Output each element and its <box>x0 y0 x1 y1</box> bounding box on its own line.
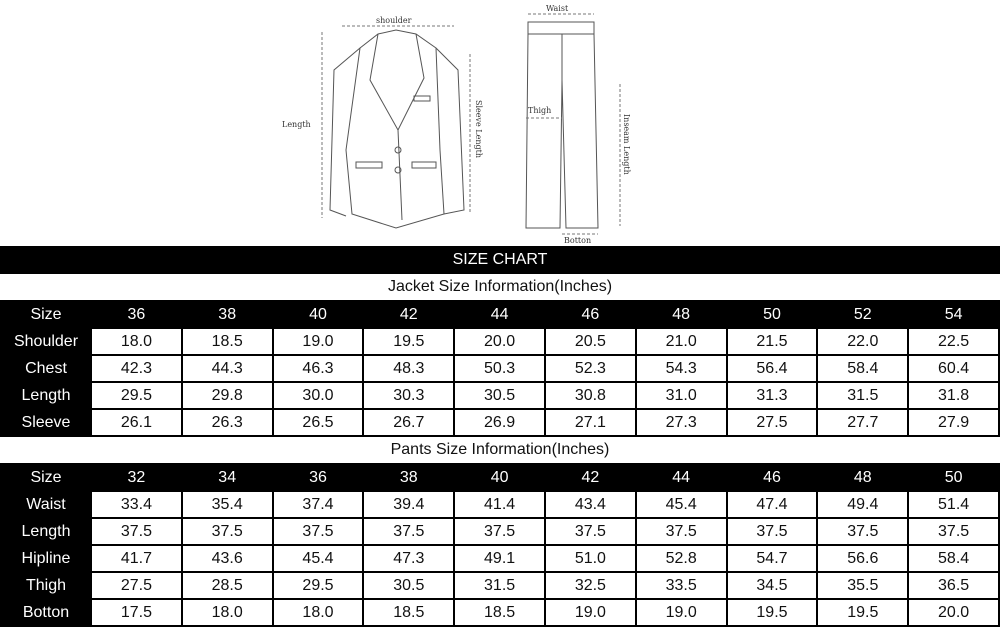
table-cell: 19.5 <box>727 599 818 626</box>
table-cell: 48.3 <box>363 355 454 382</box>
length-label: Length <box>282 120 311 129</box>
row-label: Hipline <box>1 545 91 572</box>
table-cell: 21.5 <box>727 328 818 355</box>
jacket-size-label: Size <box>1 301 91 328</box>
table-cell: 31.5 <box>817 382 908 409</box>
pants-size-32: 32 <box>91 464 182 491</box>
table-cell: 29.5 <box>91 382 182 409</box>
table-cell: 29.8 <box>182 382 273 409</box>
table-cell: 27.7 <box>817 409 908 436</box>
pants-size-40: 40 <box>454 464 545 491</box>
jacket-sleeve-right <box>436 48 464 214</box>
table-cell: 43.6 <box>182 545 273 572</box>
jacket-size-54: 54 <box>908 301 999 328</box>
waist-label: Waist <box>546 4 569 13</box>
bottom-label: Botton <box>564 236 592 245</box>
jacket-row-sleeve <box>1 409 999 436</box>
table-cell: 30.3 <box>363 382 454 409</box>
pants-row-thigh <box>1 572 999 599</box>
row-label: Length <box>1 382 91 409</box>
pants-size-label: Size <box>1 464 91 491</box>
table-cell: 42.3 <box>91 355 182 382</box>
jacket-size-42: 42 <box>363 301 454 328</box>
table-cell: 28.5 <box>182 572 273 599</box>
table-cell: 37.5 <box>454 518 545 545</box>
table-cell: 37.5 <box>545 518 636 545</box>
jacket-button-top <box>395 147 401 153</box>
jacket-size-52: 52 <box>817 301 908 328</box>
jacket-row-chest <box>1 355 999 382</box>
jacket-row-shoulder <box>1 328 999 355</box>
jacket-heading: Jacket Size Information(Inches) <box>387 278 613 295</box>
table-cell: 18.0 <box>91 328 182 355</box>
jacket-size-row <box>1 301 999 328</box>
pants-size-44: 44 <box>636 464 727 491</box>
table-cell: 18.5 <box>363 599 454 626</box>
pants-waistband <box>528 22 594 34</box>
table-cell: 51.4 <box>908 491 999 518</box>
table-cell: 31.3 <box>727 382 818 409</box>
table-cell: 56.4 <box>727 355 818 382</box>
table-cell: 49.4 <box>817 491 908 518</box>
pants-size-42: 42 <box>545 464 636 491</box>
pants-size-row <box>1 464 999 491</box>
table-cell: 22.0 <box>817 328 908 355</box>
table-cell: 20.0 <box>454 328 545 355</box>
jacket-size-36: 36 <box>91 301 182 328</box>
table-cell: 31.0 <box>636 382 727 409</box>
table-cell: 26.1 <box>91 409 182 436</box>
table-cell: 37.5 <box>91 518 182 545</box>
size-chart-title: SIZE CHART <box>0 246 1000 274</box>
table-cell: 30.8 <box>545 382 636 409</box>
jacket-sleeve-left <box>330 48 360 216</box>
table-cell: 30.5 <box>454 382 545 409</box>
shoulder-label: shoulder <box>376 16 412 25</box>
pants-row-length <box>1 518 999 545</box>
table-cell: 34.5 <box>727 572 818 599</box>
inseam-length-label: Inseam Length <box>622 114 631 175</box>
jacket-size-38: 38 <box>182 301 273 328</box>
table-cell: 45.4 <box>273 545 364 572</box>
table-cell: 32.5 <box>545 572 636 599</box>
table-cell: 50.3 <box>454 355 545 382</box>
table-cell: 18.0 <box>182 599 273 626</box>
table-cell: 47.3 <box>363 545 454 572</box>
table-cell: 37.5 <box>636 518 727 545</box>
table-cell: 30.0 <box>273 382 364 409</box>
table-cell: 33.5 <box>636 572 727 599</box>
table-cell: 36.5 <box>908 572 999 599</box>
pants-size-48: 48 <box>817 464 908 491</box>
pants-row-hipline <box>1 545 999 572</box>
jacket-size-44: 44 <box>454 301 545 328</box>
jacket-lapel-right <box>398 34 424 130</box>
jacket-size-40: 40 <box>273 301 364 328</box>
table-cell: 18.5 <box>182 328 273 355</box>
jacket-pocket-left <box>356 162 382 168</box>
jacket-lapel-left <box>370 34 402 220</box>
pants-size-36: 36 <box>273 464 364 491</box>
table-cell: 58.4 <box>817 355 908 382</box>
garment-illustration <box>0 0 1000 244</box>
table-cell: 56.6 <box>817 545 908 572</box>
table-cell: 20.5 <box>545 328 636 355</box>
table-cell: 58.4 <box>908 545 999 572</box>
jacket-outline <box>346 30 444 228</box>
row-label: Sleeve <box>1 409 91 436</box>
table-cell: 22.5 <box>908 328 999 355</box>
table-cell: 44.3 <box>182 355 273 382</box>
table-cell: 31.8 <box>908 382 999 409</box>
table-cell: 19.5 <box>363 328 454 355</box>
table-cell: 33.4 <box>91 491 182 518</box>
table-cell: 27.5 <box>727 409 818 436</box>
table-cell: 43.4 <box>545 491 636 518</box>
jacket-size-table <box>0 300 1000 437</box>
jacket-breast-pocket <box>414 96 430 101</box>
table-cell: 37.5 <box>727 518 818 545</box>
pants-row-bottom <box>1 599 999 626</box>
jacket-row-length <box>1 382 999 409</box>
pants-row-waist <box>1 491 999 518</box>
table-cell: 18.5 <box>454 599 545 626</box>
row-label: Length <box>1 518 91 545</box>
table-cell: 26.7 <box>363 409 454 436</box>
table-cell: 26.5 <box>273 409 364 436</box>
table-cell: 18.0 <box>273 599 364 626</box>
sleeve-length-label: Sleeve Length <box>474 100 483 158</box>
jacket-size-46: 46 <box>545 301 636 328</box>
pants-size-50: 50 <box>908 464 999 491</box>
table-cell: 27.5 <box>91 572 182 599</box>
pants-size-table <box>0 463 1000 627</box>
jacket-size-50: 50 <box>727 301 818 328</box>
table-cell: 27.3 <box>636 409 727 436</box>
table-cell: 54.7 <box>727 545 818 572</box>
row-label: Chest <box>1 355 91 382</box>
table-cell: 27.1 <box>545 409 636 436</box>
table-cell: 51.0 <box>545 545 636 572</box>
row-label: Waist <box>1 491 91 518</box>
table-cell: 29.5 <box>273 572 364 599</box>
jacket-pocket-right <box>412 162 436 168</box>
table-cell: 49.1 <box>454 545 545 572</box>
table-cell: 60.4 <box>908 355 999 382</box>
table-cell: 19.0 <box>545 599 636 626</box>
jacket-size-48: 48 <box>636 301 727 328</box>
table-cell: 39.4 <box>363 491 454 518</box>
table-cell: 41.7 <box>91 545 182 572</box>
garment-diagram <box>0 0 1000 244</box>
table-cell: 52.8 <box>636 545 727 572</box>
table-cell: 41.4 <box>454 491 545 518</box>
table-cell: 54.3 <box>636 355 727 382</box>
table-cell: 37.5 <box>908 518 999 545</box>
table-cell: 26.3 <box>182 409 273 436</box>
table-cell: 46.3 <box>273 355 364 382</box>
pants-size-38: 38 <box>363 464 454 491</box>
table-cell: 19.0 <box>273 328 364 355</box>
table-cell: 20.0 <box>908 599 999 626</box>
row-label: Botton <box>1 599 91 626</box>
table-cell: 37.5 <box>182 518 273 545</box>
table-cell: 26.9 <box>454 409 545 436</box>
table-cell: 37.4 <box>273 491 364 518</box>
pants-heading: Pants Size Information(Inches) <box>390 441 610 458</box>
row-label: Thigh <box>1 572 91 599</box>
table-cell: 35.4 <box>182 491 273 518</box>
table-cell: 37.5 <box>273 518 364 545</box>
table-cell: 19.0 <box>636 599 727 626</box>
table-cell: 27.9 <box>908 409 999 436</box>
table-cell: 45.4 <box>636 491 727 518</box>
table-cell: 47.4 <box>727 491 818 518</box>
table-cell: 21.0 <box>636 328 727 355</box>
table-cell: 37.5 <box>363 518 454 545</box>
table-cell: 17.5 <box>91 599 182 626</box>
table-cell: 30.5 <box>363 572 454 599</box>
table-cell: 37.5 <box>817 518 908 545</box>
pants-size-46: 46 <box>727 464 818 491</box>
row-label: Shoulder <box>1 328 91 355</box>
pants-size-34: 34 <box>182 464 273 491</box>
table-cell: 52.3 <box>545 355 636 382</box>
table-cell: 19.5 <box>817 599 908 626</box>
thigh-label: Thigh <box>528 106 552 115</box>
table-cell: 35.5 <box>817 572 908 599</box>
table-cell: 31.5 <box>454 572 545 599</box>
